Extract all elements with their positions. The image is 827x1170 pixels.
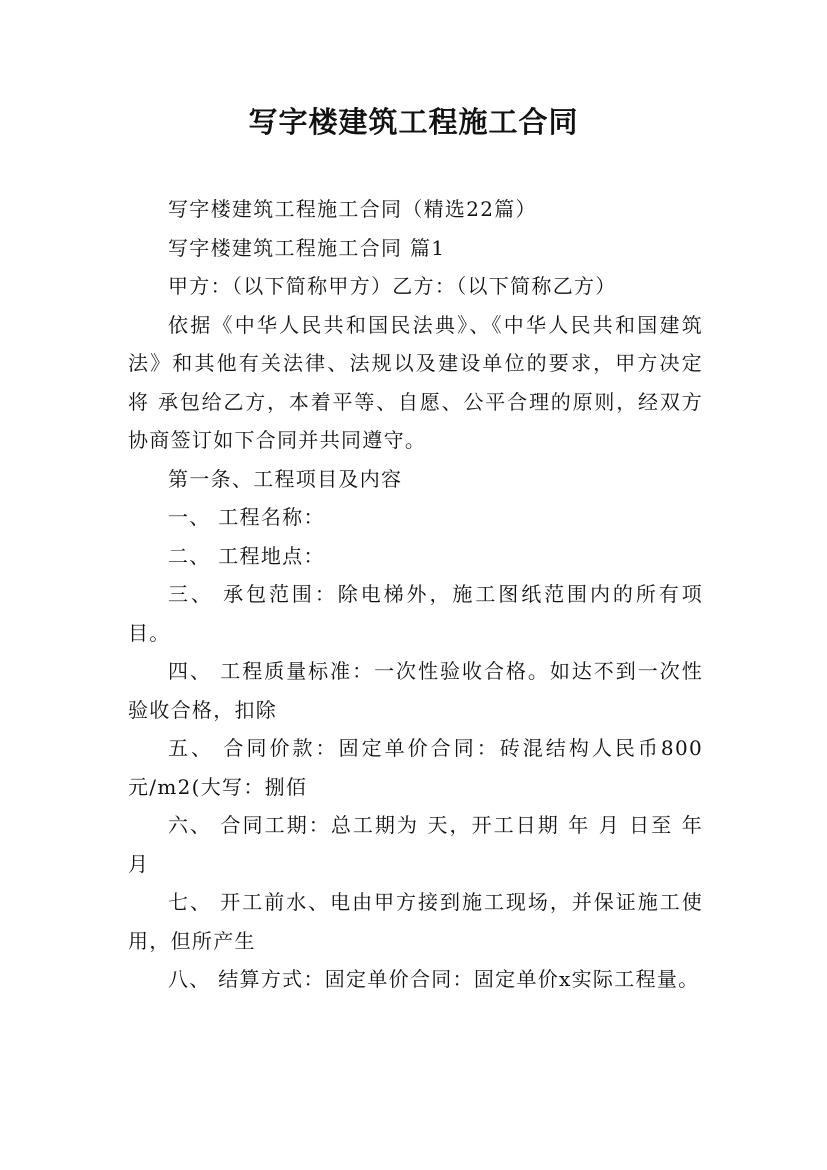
paragraph-subtitle: 写字楼建筑工程施工合同（精选22篇） bbox=[168, 197, 537, 221]
paragraph-parties: 甲方：（以下简称甲方）乙方：（以下简称乙方） bbox=[168, 274, 617, 298]
paragraph-project-location: 二、 工程地点： bbox=[168, 543, 325, 568]
paragraph-project-name: 一、 工程名称： bbox=[168, 505, 325, 529]
paragraph-preamble: 依据《中华人民共和国民法典》、《中华人民共和国建筑法》和其他有关法律、法规以及建设单位的要求，甲方决定将 承包给乙方，本着平等、自愿、公平合理的原则，经双方协商签订如下合同并共同遵守。 bbox=[128, 312, 703, 452]
paragraph-contract-price: 五、 合同价款：固定单价合同：砖混结构人民币800元/m2(大写：捌佰 bbox=[128, 736, 703, 799]
paragraph-utilities: 七、 开工前水、电由甲方接到施工现场，并保证施工使用，但所产生 bbox=[128, 890, 703, 953]
document-body bbox=[128, 190, 703, 999]
paragraph-section-heading: 写字楼建筑工程施工合同 篇1 bbox=[168, 235, 446, 260]
paragraph-quality-standard: 四、 工程质量标准：一次性验收合格。如达不到一次性验收合格，扣除 bbox=[128, 659, 703, 722]
document-title: 写字楼建筑工程施工合同 bbox=[248, 105, 579, 139]
paragraph-scope: 三、 承包范围：除电梯外，施工图纸范围内的所有项目。 bbox=[128, 582, 703, 645]
paragraph-contract-period: 六、 合同工期：总工期为 天，开工日期 年 月 日至 年 月 bbox=[128, 813, 703, 876]
paragraph-article-one-heading: 第一条、工程项目及内容 bbox=[168, 466, 403, 491]
paragraph-settlement: 八、 结算方式：固定单价合同：固定单价x实际工程量。 bbox=[168, 967, 700, 991]
